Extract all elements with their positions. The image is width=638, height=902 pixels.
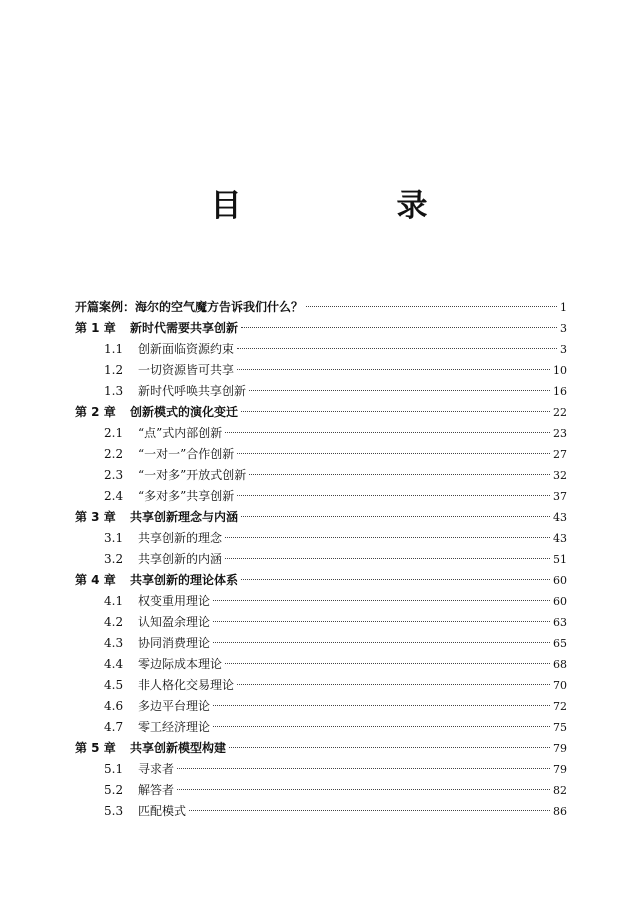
toc-section-entry[interactable]: [75, 696, 567, 717]
toc-entry-number: 第 3 章: [75, 510, 116, 524]
dot-leader: [189, 810, 550, 811]
toc-entry-page: 16: [553, 385, 567, 398]
toc-entry-page: 79: [553, 742, 567, 755]
toc-entry-label: “一对多”开放式创新: [138, 468, 247, 482]
toc-entry-label: 共享创新的内涵: [138, 552, 223, 566]
toc-entry-label: 认知盈余理论: [138, 615, 211, 629]
toc-entry-number: 第 5 章: [75, 741, 116, 755]
toc-chapter-entry[interactable]: [75, 318, 567, 339]
toc-entry-label: 权变重用理论: [138, 594, 211, 608]
toc-entry-page: 37: [553, 490, 567, 503]
toc-section-entry[interactable]: [75, 591, 567, 612]
toc-entry-number: 4.6: [104, 699, 124, 713]
toc-entry-label: 一切资源皆可共享: [138, 363, 235, 377]
toc-section-entry[interactable]: [75, 381, 567, 402]
toc-entry-page: 3: [560, 343, 567, 356]
toc-entry-number: 1.2: [104, 363, 124, 377]
dot-leader: [225, 432, 550, 433]
toc-entry-number: 2.2: [104, 447, 124, 461]
dot-leader: [177, 789, 550, 790]
toc-entry-number: 2.4: [104, 489, 124, 503]
toc-entry-number: 4.7: [104, 720, 124, 734]
toc-section-entry[interactable]: [75, 612, 567, 633]
dot-leader: [249, 474, 550, 475]
toc-entry-page: 82: [553, 784, 567, 797]
toc-entry-page: 60: [553, 574, 567, 587]
toc-entry-label: 共享创新理念与内涵: [130, 510, 239, 524]
toc-section-entry[interactable]: [75, 465, 567, 486]
toc-section-entry[interactable]: [75, 801, 567, 822]
dot-leader: [225, 558, 550, 559]
toc-section-entry[interactable]: [75, 360, 567, 381]
toc-section-entry[interactable]: [75, 423, 567, 444]
toc-entry-label: “点”式内部创新: [138, 426, 223, 440]
toc-entry-number: 2.1: [104, 426, 124, 440]
toc-entry-page: 43: [553, 511, 567, 524]
toc-section-entry[interactable]: [75, 486, 567, 507]
toc-entry-number: 4.4: [104, 657, 124, 671]
toc-entry-number: 4.2: [104, 615, 124, 629]
toc-entry-page: 3: [560, 322, 567, 335]
toc-entry-page: 63: [553, 616, 567, 629]
toc-entry-page: 43: [553, 532, 567, 545]
toc-entry-page: 75: [553, 721, 567, 734]
toc-section-entry[interactable]: [75, 759, 567, 780]
toc-entry-number: 2.3: [104, 468, 124, 482]
toc-entry-label: 非人格化交易理论: [138, 678, 235, 692]
toc-chapter-entry[interactable]: [75, 738, 567, 759]
dot-leader: [213, 705, 550, 706]
toc-entry-number: 5.3: [104, 804, 124, 818]
toc-entry-page: 51: [553, 553, 567, 566]
toc-section-entry[interactable]: [75, 654, 567, 675]
toc-section-entry[interactable]: [75, 675, 567, 696]
dot-leader: [213, 726, 550, 727]
toc-entry-page: 22: [553, 406, 567, 419]
toc-chapter-entry[interactable]: [75, 507, 567, 528]
page-title: 目 录: [210, 188, 490, 224]
dot-leader: [213, 621, 550, 622]
toc-entry-number: 4.3: [104, 636, 124, 650]
dot-leader: [237, 348, 557, 349]
toc-entry-page: 72: [553, 700, 567, 713]
dot-leader: [237, 453, 550, 454]
toc-entry-page: 79: [553, 763, 567, 776]
toc-entry-page: 32: [553, 469, 567, 482]
toc-entry-label: 解答者: [138, 783, 175, 797]
toc-entry-number: 3.2: [104, 552, 124, 566]
toc-entry-number: 第 4 章: [75, 573, 116, 587]
toc-entry-number: 第 1 章: [75, 321, 116, 335]
toc-entry-page: 86: [553, 805, 567, 818]
dot-leader: [225, 537, 550, 538]
table-of-contents: [75, 297, 567, 822]
toc-entry-label: 协同消费理论: [138, 636, 211, 650]
toc-section-entry[interactable]: [75, 717, 567, 738]
dot-leader: [237, 369, 550, 370]
toc-entry-number: 1.1: [104, 342, 124, 356]
dot-leader: [213, 642, 550, 643]
toc-entry-label: 零边际成本理论: [138, 657, 223, 671]
toc-entry-label: 新时代呼唤共享创新: [138, 384, 247, 398]
toc-section-entry[interactable]: [75, 528, 567, 549]
dot-leader: [213, 600, 550, 601]
dot-leader: [237, 684, 550, 685]
toc-entry-page: 23: [553, 427, 567, 440]
toc-entry-label: “一对一”合作创新: [138, 447, 235, 461]
toc-entry-number: 3.1: [104, 531, 124, 545]
toc-entry-label: 共享创新的理论体系: [130, 573, 239, 587]
toc-section-entry[interactable]: [75, 549, 567, 570]
toc-entry-page: 60: [553, 595, 567, 608]
dot-leader: [241, 327, 557, 328]
toc-entry-label: 新时代需要共享创新: [130, 321, 239, 335]
toc-entry-label: 寻求者: [138, 762, 175, 776]
toc-chapter-entry[interactable]: [75, 297, 567, 318]
toc-entry-label: “多对多”共享创新: [138, 489, 235, 503]
toc-entry-label: 开篇案例：海尔的空气魔方告诉我们什么？: [75, 300, 304, 314]
toc-chapter-entry[interactable]: [75, 570, 567, 591]
toc-entry-number: 4.1: [104, 594, 124, 608]
toc-section-entry[interactable]: [75, 339, 567, 360]
toc-entry-label: 创新模式的演化变迁: [130, 405, 239, 419]
toc-entry-page: 1: [560, 301, 567, 314]
toc-entry-number: 4.5: [104, 678, 124, 692]
dot-leader: [241, 516, 550, 517]
dot-leader: [241, 579, 550, 580]
toc-entry-number: 第 2 章: [75, 405, 116, 419]
dot-leader: [177, 768, 550, 769]
dot-leader: [241, 411, 550, 412]
toc-entry-label: 匹配模式: [138, 804, 187, 818]
toc-entry-label: 共享创新模型构建: [130, 741, 227, 755]
toc-chapter-entry[interactable]: [75, 402, 567, 423]
toc-entry-label: 共享创新的理念: [138, 531, 223, 545]
toc-entry-page: 27: [553, 448, 567, 461]
dot-leader: [229, 747, 550, 748]
toc-entry-page: 70: [553, 679, 567, 692]
toc-section-entry[interactable]: [75, 633, 567, 654]
toc-section-entry[interactable]: [75, 780, 567, 801]
dot-leader: [306, 306, 557, 307]
toc-entry-label: 创新面临资源约束: [138, 342, 235, 356]
dot-leader: [225, 663, 550, 664]
toc-entry-label: 零工经济理论: [138, 720, 211, 734]
toc-entry-label: 多边平台理论: [138, 699, 211, 713]
toc-entry-page: 10: [553, 364, 567, 377]
toc-entry-page: 65: [553, 637, 567, 650]
toc-entry-number: 1.3: [104, 384, 124, 398]
toc-section-entry[interactable]: [75, 444, 567, 465]
toc-entry-page: 68: [553, 658, 567, 671]
toc-entry-number: 5.1: [104, 762, 124, 776]
dot-leader: [249, 390, 550, 391]
dot-leader: [237, 495, 550, 496]
toc-entry-number: 5.2: [104, 783, 124, 797]
